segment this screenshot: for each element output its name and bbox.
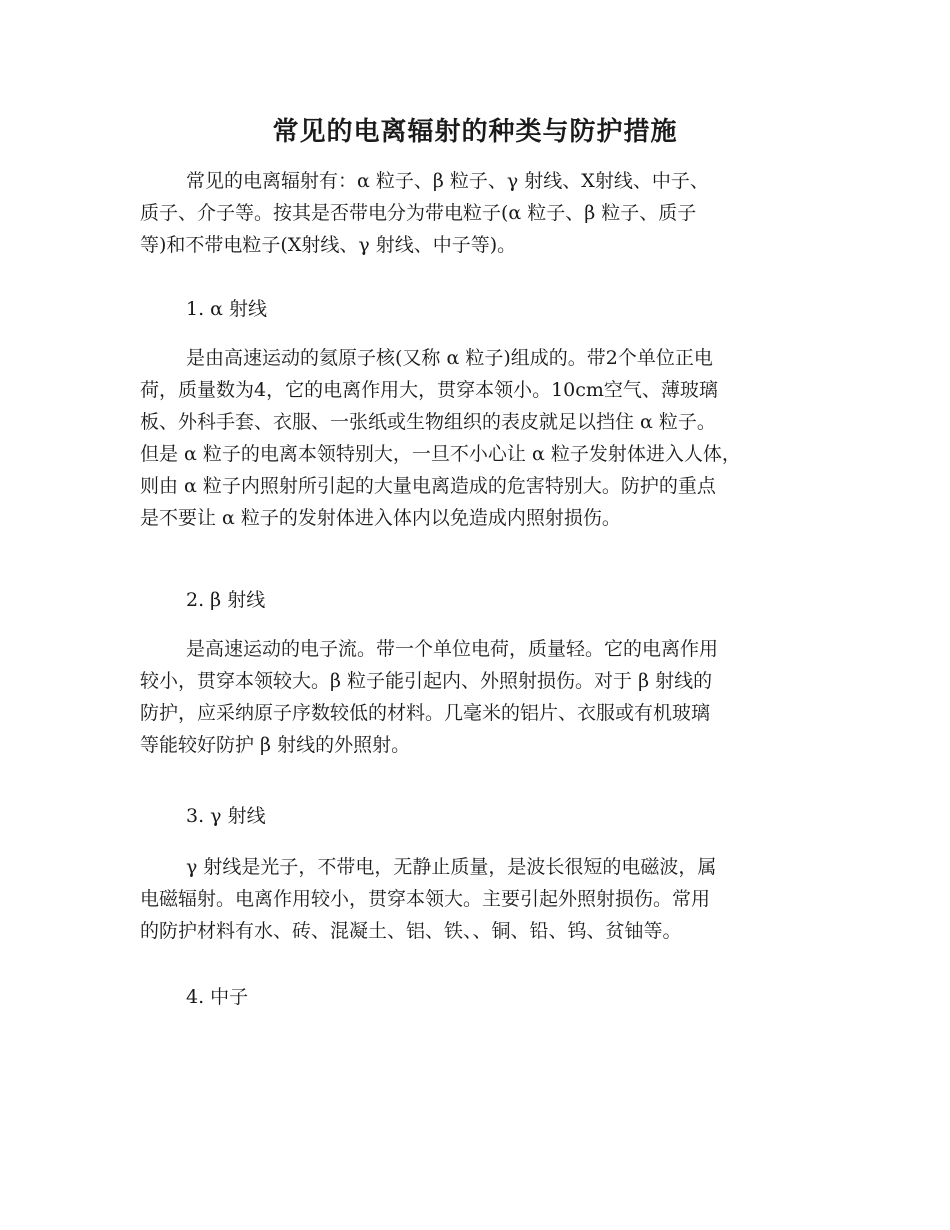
intro-paragraph [140, 165, 820, 261]
paragraph-line: 质子、介子等。按其是否带电分为带电粒子(α 粒子、β 粒子、质子 [140, 202, 697, 224]
paragraph-line: 则由 α 粒子内照射所引起的大量电离造成的危害特别大。防护的重点 [140, 475, 716, 497]
paragraph-line: 等)和不带电粒子(X射线、γ 射线、中子等)。 [140, 234, 517, 256]
paragraph-line: 荷，质量数为4，它的电离作用大，贯穿本领小。10cm空气、薄玻璃 [140, 379, 718, 401]
paragraph-line: 防护，应采纳原子序数较低的材料。几毫米的铝片、衣服或有机玻璃 [140, 702, 711, 724]
paragraph-line: 常见的电离辐射有：α 粒子、β 粒子、γ 射线、X射线、中子、 [186, 170, 709, 192]
section-paragraph-gamma [140, 851, 820, 947]
paragraph-line: 是由高速运动的氦原子核(又称 α 粒子)组成的。带2个单位正电 [186, 347, 713, 369]
paragraph-line: 等能较好防护 β 射线的外照射。 [140, 734, 411, 756]
section-paragraph-alpha [140, 342, 820, 534]
paragraph-line: 是高速运动的电子流。带一个单位电荷，质量轻。它的电离作用 [186, 638, 719, 660]
document-title: 常见的电离辐射的种类与防护措施 [272, 117, 678, 147]
paragraph-line: 电磁辐射。电离作用较小，贯穿本领大。主要引起外照射损伤。常用 [140, 888, 711, 910]
section-paragraph-beta [140, 633, 820, 761]
paragraph-line: 的防护材料有水、砖、混凝土、铝、铁、、铜、铅、钨、贫铀等。 [140, 920, 682, 942]
section-heading-alpha: 1. α 射线 [186, 298, 268, 320]
paragraph-line: γ 射线是光子，不带电，无静止质量，是波长很短的电磁波，属 [186, 856, 717, 878]
paragraph-line: 较小，贯穿本领较大。β 粒子能引起内、外照射损伤。对于 β 射线的 [140, 670, 713, 692]
paragraph-line: 板、外科手套、衣服、一张纸或生物组织的表皮就足以挡住 α 粒子。 [140, 411, 716, 433]
paragraph-line: 是不要让 α 粒子的发射体进入体内以免造成内照射损伤。 [140, 507, 621, 529]
section-heading-beta: 2. β 射线 [186, 589, 266, 611]
paragraph-line: 但是 α 粒子的电离本领特别大，一旦不小心让 α 粒子发射体进入人体， [140, 443, 741, 465]
section-heading-gamma: 3. γ 射线 [186, 805, 266, 827]
section-heading-neutron: 4. 中子 [186, 986, 249, 1008]
